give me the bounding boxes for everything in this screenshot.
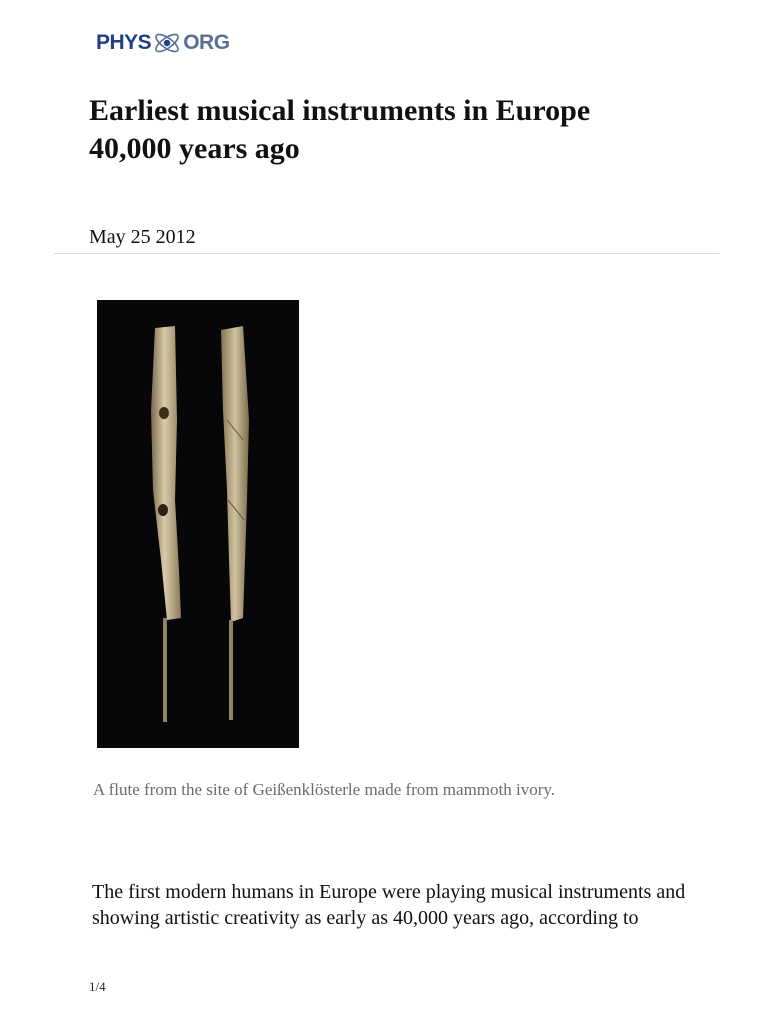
article-image xyxy=(97,300,299,748)
logo-text-org: ORG xyxy=(183,31,230,54)
image-caption: A flute from the site of Geißenklösterle made from mammoth ivory. xyxy=(93,780,556,799)
right-support-rod xyxy=(229,620,233,720)
right-flute xyxy=(221,326,249,622)
atom-orbit-icon xyxy=(152,26,182,60)
article-body: The first modern humans in Europe were playing musical instruments and showing artistic creativity as early as 40,000 years ago, according to xyxy=(92,881,686,929)
left-support-rod xyxy=(163,618,167,722)
header-divider xyxy=(54,253,719,254)
page-number: 1/4 xyxy=(89,979,106,994)
logo-text-phys: PHYS xyxy=(96,31,152,54)
left-flute xyxy=(151,326,181,620)
flute-hole xyxy=(158,504,168,516)
article-title: Earliest musical instruments in Europe 40,000 years ago xyxy=(89,94,591,165)
flute-hole xyxy=(159,407,169,419)
article-date: May 25 2012 xyxy=(89,226,196,248)
site-logo[interactable] xyxy=(96,24,236,62)
flute-photo xyxy=(97,300,299,748)
